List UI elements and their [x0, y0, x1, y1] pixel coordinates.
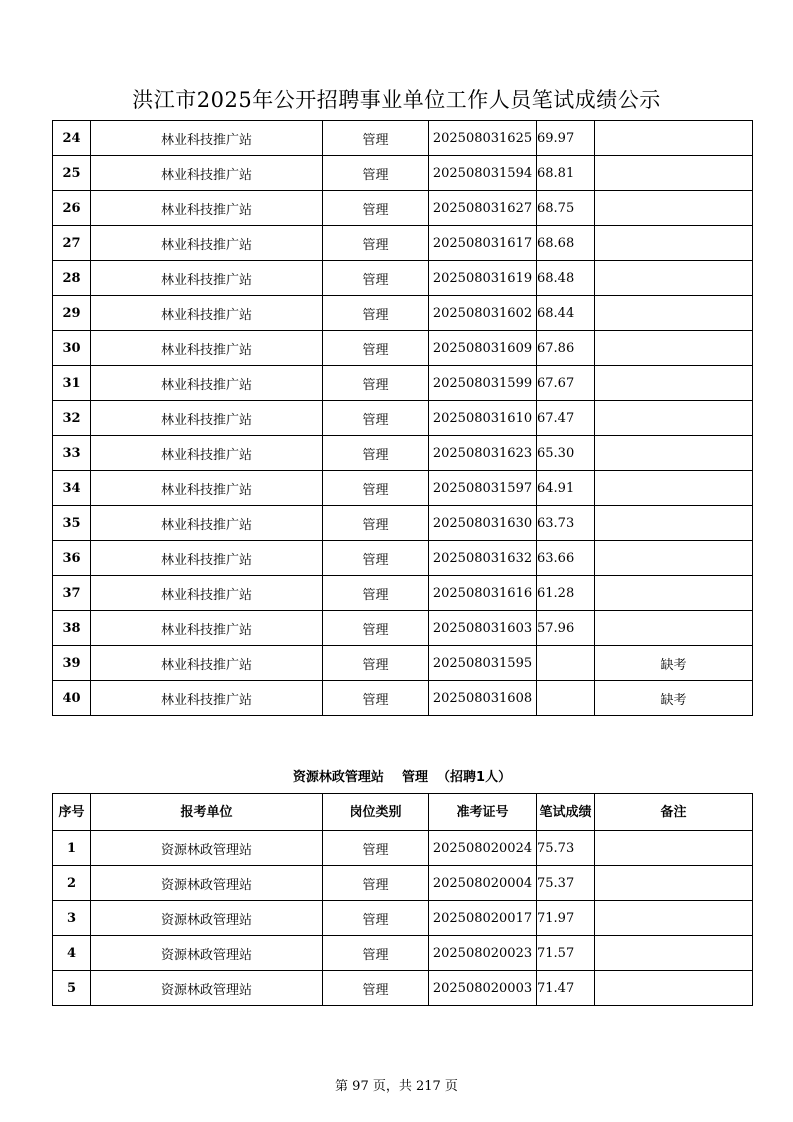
category-cell: 管理	[323, 331, 429, 366]
remark-cell	[595, 936, 753, 971]
unit-cell: 林业科技推广站	[91, 436, 323, 471]
unit-cell: 林业科技推广站	[91, 261, 323, 296]
score-cell: 75.37	[537, 866, 595, 901]
remark-cell	[595, 261, 753, 296]
row-number: 29	[53, 296, 91, 331]
exam-number-cell: 202508031603	[429, 611, 537, 646]
row-number: 37	[53, 576, 91, 611]
remark-cell	[595, 366, 753, 401]
unit-cell: 林业科技推广站	[91, 366, 323, 401]
category-cell: 管理	[323, 226, 429, 261]
header-unit: 报考单位	[91, 794, 323, 831]
table-row	[53, 121, 753, 156]
unit-cell: 林业科技推广站	[91, 646, 323, 681]
score-cell: 71.97	[537, 901, 595, 936]
score-cell: 63.73	[537, 506, 595, 541]
table-row	[53, 936, 753, 971]
table-row	[53, 866, 753, 901]
table-row	[53, 331, 753, 366]
row-number: 25	[53, 156, 91, 191]
remark-cell	[595, 506, 753, 541]
row-number: 33	[53, 436, 91, 471]
category-cell: 管理	[323, 831, 429, 866]
remark-cell	[595, 471, 753, 506]
table-row	[53, 901, 753, 936]
remark-cell	[595, 121, 753, 156]
score-cell: 68.44	[537, 296, 595, 331]
exam-number-cell: 202508031616	[429, 576, 537, 611]
exam-number-cell: 202508020004	[429, 866, 537, 901]
exam-number-cell: 202508031608	[429, 681, 537, 716]
score-cell	[537, 646, 595, 681]
category-cell: 管理	[323, 121, 429, 156]
unit-cell: 资源林政管理站	[91, 866, 323, 901]
row-number: 39	[53, 646, 91, 681]
exam-number-cell: 202508031594	[429, 156, 537, 191]
unit-cell: 林业科技推广站	[91, 226, 323, 261]
unit-cell: 林业科技推广站	[91, 681, 323, 716]
row-number: 1	[53, 831, 91, 866]
score-cell: 64.91	[537, 471, 595, 506]
unit-cell: 资源林政管理站	[91, 936, 323, 971]
exam-number-cell: 202508020017	[429, 901, 537, 936]
exam-number-cell: 202508031632	[429, 541, 537, 576]
row-number: 31	[53, 366, 91, 401]
table-row	[53, 436, 753, 471]
row-number: 5	[53, 971, 91, 1006]
category-cell: 管理	[323, 506, 429, 541]
table-row	[53, 366, 753, 401]
category-cell: 管理	[323, 971, 429, 1006]
score-cell: 57.96	[537, 611, 595, 646]
remark-cell	[595, 866, 753, 901]
table-row	[53, 261, 753, 296]
exam-number-cell: 202508031625	[429, 121, 537, 156]
table-header-row	[53, 794, 753, 831]
exam-number-cell: 202508031609	[429, 331, 537, 366]
remark-cell: 缺考	[595, 646, 753, 681]
score-cell: 68.75	[537, 191, 595, 226]
score-cell: 75.73	[537, 831, 595, 866]
unit-cell: 林业科技推广站	[91, 296, 323, 331]
category-cell: 管理	[323, 156, 429, 191]
row-number: 34	[53, 471, 91, 506]
score-cell: 68.48	[537, 261, 595, 296]
remark-cell	[595, 296, 753, 331]
unit-cell: 林业科技推广站	[91, 401, 323, 436]
unit-cell: 林业科技推广站	[91, 191, 323, 226]
header-score: 笔试成绩	[537, 794, 595, 831]
results-table-resource-admin	[52, 793, 753, 1006]
remark-cell	[595, 971, 753, 1006]
score-cell: 71.47	[537, 971, 595, 1006]
exam-number-cell: 202508031627	[429, 191, 537, 226]
table-row	[53, 611, 753, 646]
score-cell: 71.57	[537, 936, 595, 971]
score-cell	[537, 681, 595, 716]
exam-number-cell: 202508031610	[429, 401, 537, 436]
table-row	[53, 541, 753, 576]
category-cell: 管理	[323, 366, 429, 401]
row-number: 40	[53, 681, 91, 716]
table-row	[53, 226, 753, 261]
results-table-forestry-tech	[52, 120, 753, 716]
remark-cell	[595, 831, 753, 866]
row-number: 36	[53, 541, 91, 576]
table-row	[53, 296, 753, 331]
remark-cell	[595, 331, 753, 366]
category-cell: 管理	[323, 646, 429, 681]
page-footer: 第 97 页，共 217 页	[335, 1079, 458, 1094]
score-cell: 65.30	[537, 436, 595, 471]
header-no: 序号	[53, 794, 91, 831]
row-number: 35	[53, 506, 91, 541]
row-number: 24	[53, 121, 91, 156]
score-cell: 67.86	[537, 331, 595, 366]
row-number: 28	[53, 261, 91, 296]
exam-number-cell: 202508020024	[429, 831, 537, 866]
section-heading: 资源林政管理站 管理 （招聘1人）	[292, 770, 512, 785]
unit-cell: 林业科技推广站	[91, 156, 323, 191]
category-cell: 管理	[323, 681, 429, 716]
row-number: 4	[53, 936, 91, 971]
header-remark: 备注	[595, 794, 753, 831]
score-cell: 67.67	[537, 366, 595, 401]
category-cell: 管理	[323, 866, 429, 901]
unit-cell: 林业科技推广站	[91, 331, 323, 366]
score-cell: 68.81	[537, 156, 595, 191]
table-row	[53, 471, 753, 506]
remark-cell	[595, 541, 753, 576]
remark-cell	[595, 156, 753, 191]
category-cell: 管理	[323, 401, 429, 436]
score-cell: 68.68	[537, 226, 595, 261]
exam-number-cell: 202508031619	[429, 261, 537, 296]
unit-cell: 林业科技推广站	[91, 541, 323, 576]
unit-cell: 林业科技推广站	[91, 121, 323, 156]
exam-number-cell: 202508020003	[429, 971, 537, 1006]
unit-cell: 林业科技推广站	[91, 611, 323, 646]
row-number: 2	[53, 866, 91, 901]
unit-cell: 林业科技推广站	[91, 506, 323, 541]
unit-cell: 林业科技推广站	[91, 576, 323, 611]
category-cell: 管理	[323, 936, 429, 971]
exam-number-cell: 202508031597	[429, 471, 537, 506]
unit-cell: 资源林政管理站	[91, 901, 323, 936]
score-cell: 61.28	[537, 576, 595, 611]
exam-number-cell: 202508031595	[429, 646, 537, 681]
table-row	[53, 971, 753, 1006]
exam-number-cell: 202508031623	[429, 436, 537, 471]
exam-number-cell: 202508020023	[429, 936, 537, 971]
exam-number-cell: 202508031602	[429, 296, 537, 331]
category-cell: 管理	[323, 541, 429, 576]
row-number: 32	[53, 401, 91, 436]
table-row	[53, 401, 753, 436]
remark-cell	[595, 401, 753, 436]
remark-cell	[595, 576, 753, 611]
table-row	[53, 506, 753, 541]
exam-number-cell: 202508031617	[429, 226, 537, 261]
remark-cell	[595, 901, 753, 936]
unit-cell: 资源林政管理站	[91, 971, 323, 1006]
category-cell: 管理	[323, 191, 429, 226]
exam-number-cell: 202508031630	[429, 506, 537, 541]
unit-cell: 资源林政管理站	[91, 831, 323, 866]
row-number: 27	[53, 226, 91, 261]
remark-cell	[595, 611, 753, 646]
row-number: 38	[53, 611, 91, 646]
table-row	[53, 646, 753, 681]
category-cell: 管理	[323, 576, 429, 611]
unit-cell: 林业科技推广站	[91, 471, 323, 506]
header-exam-no: 准考证号	[429, 794, 537, 831]
remark-cell	[595, 226, 753, 261]
table-row	[53, 156, 753, 191]
row-number: 3	[53, 901, 91, 936]
remark-cell	[595, 436, 753, 471]
exam-number-cell: 202508031599	[429, 366, 537, 401]
table-row	[53, 831, 753, 866]
remark-cell: 缺考	[595, 681, 753, 716]
row-number: 30	[53, 331, 91, 366]
remark-cell	[595, 191, 753, 226]
category-cell: 管理	[323, 901, 429, 936]
table-row	[53, 191, 753, 226]
row-number: 26	[53, 191, 91, 226]
category-cell: 管理	[323, 436, 429, 471]
score-cell: 67.47	[537, 401, 595, 436]
score-cell: 69.97	[537, 121, 595, 156]
table-row	[53, 576, 753, 611]
table-row	[53, 681, 753, 716]
page-title: 洪江市2025年公开招聘事业单位工作人员笔试成绩公示	[132, 88, 661, 112]
header-category: 岗位类别	[323, 794, 429, 831]
category-cell: 管理	[323, 471, 429, 506]
score-cell: 63.66	[537, 541, 595, 576]
category-cell: 管理	[323, 261, 429, 296]
category-cell: 管理	[323, 611, 429, 646]
category-cell: 管理	[323, 296, 429, 331]
